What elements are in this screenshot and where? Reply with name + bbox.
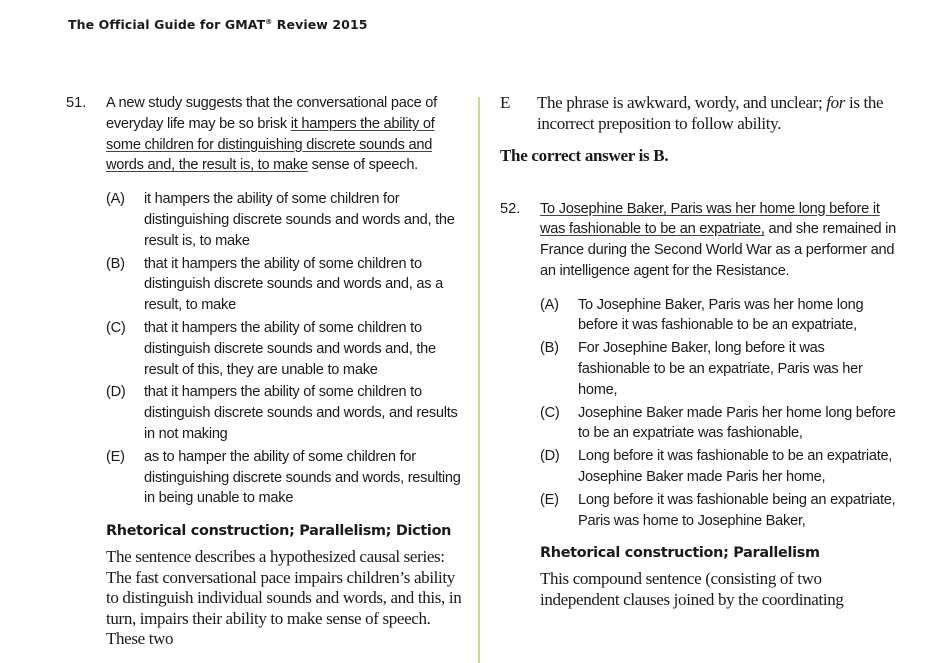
option-label: (B) [540,340,559,357]
stem-text: A new study suggests that the conversational pace of everyday life may be so brisk [106,95,437,132]
running-head [68,17,368,32]
answer-option-b [106,254,466,316]
question-number: 52. [500,200,521,217]
option-text: Long before it was fashionable to be an expatriate, Josephine Baker made Paris her home, [578,448,893,486]
stem-underlined-text: it hampers the ability of some children for distinguishing discrete sounds and words and, the result is, to make [106,115,435,174]
option-label: (B) [106,255,125,272]
answer-options-52 [500,295,900,532]
explanation-option-text: The phrase is awkward, wordy, and unclear; [537,93,827,112]
option-label: (D) [106,384,126,401]
option-label: (C) [106,319,126,336]
explanation-text: The sentence describes a hypothesized causal series: The fast conversational pace impairs children’s ability to distinguish individual sounds and words, and this, in turn, impairs their ability to make sense of speech. These two [106,547,462,649]
question-stem [106,93,466,176]
left-column [66,93,466,650]
answer-options-51 [66,189,466,509]
question-stem [540,199,900,282]
answer-option-a [540,295,900,337]
stem-text-end: sense of speech. [307,157,418,174]
answer-option-c [540,403,900,445]
option-label: (E) [540,491,559,508]
stem-underlined-text: To Josephine Baker, Paris was her home long before it was fashionable to be an expatriate, [540,200,880,238]
option-label: (D) [540,448,560,465]
registered-mark: ® [265,17,273,26]
explanation-option-label: E [500,93,511,112]
correct-answer: The correct answer is B. [500,146,669,165]
explanation-option-text-end: is the incorrect preposition to follow ability. [537,93,884,133]
running-head-title-suffix: Review 2015 [272,17,368,32]
answer-option-a [106,189,466,251]
right-column [500,93,900,610]
option-text: that it hampers the ability of some children to distinguish discrete sounds and words and, as a result, to make [144,255,443,314]
option-label: (A) [540,296,559,313]
answer-option-e [540,490,900,532]
answer-option-d [106,382,466,444]
answer-option-c [106,318,466,380]
answer-option-d [540,446,900,488]
option-text: Long before it was fashionable being an expatriate, Paris was home to Josephine Baker, [578,491,896,529]
running-head-title: The Official Guide for GMAT [68,17,266,32]
question-number: 51. [66,95,87,111]
option-text: that it hampers the ability of some children to distinguish discrete sounds and words, and results in not making [144,384,458,442]
option-label: (C) [540,404,560,421]
answer-option-e [106,447,466,509]
stem-text-end: and she remained in France during the Second World War as a performer and an intelligence agent for the Resistance. [540,221,896,279]
option-text: that it hampers the ability of some children to distinguish discrete sounds and words and, the result of this, they are unable to make [144,319,436,378]
explanation-italic-word: for [826,93,846,112]
question-52 [500,199,900,282]
question-51 [66,93,466,176]
section-heading: Rhetorical construction; Parallelism; Diction [106,523,452,540]
option-text: Josephine Baker made Paris her home long before to be an expatriate was fashionable, [578,404,896,442]
explanation-option-e [460,93,900,134]
column-divider [478,97,480,663]
option-text: To Josephine Baker, Paris was her home long before it was fashionable to be an expatriate, [578,296,864,334]
explanation-text: This compound sentence (consisting of two independent clauses joined by the coordinating [540,569,844,609]
option-text: For Josephine Baker, long before it was fashionable to be an expatriate, Paris was her home, [578,340,863,398]
option-text: it hampers the ability of some children for distinguishing discrete sounds and words and, the result is, to make [144,191,455,249]
option-label: (A) [106,191,125,208]
option-text: as to hamper the ability of some children for distinguishing discrete sounds and words, resulting in being unable to make [144,448,461,507]
answer-option-b [540,338,900,400]
section-heading: Rhetorical construction; Parallelism [540,545,820,562]
option-label: (E) [106,448,125,465]
